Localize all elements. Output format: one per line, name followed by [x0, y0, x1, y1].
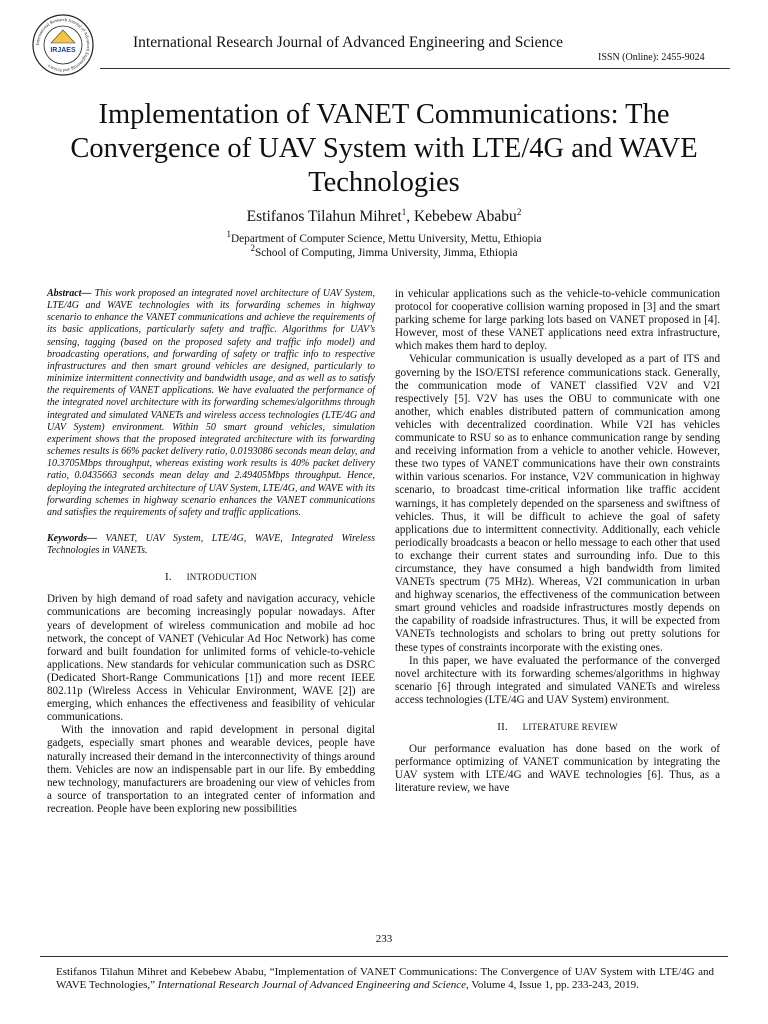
citation-main: Estifanos Tilahun Mihret and Kebebew Ababu, “Implementation of VANET Communications: The Convergence of UAV System with LTE/4G and WAVE Technologies,” — [56, 966, 714, 991]
logo-emblem-icon — [51, 30, 75, 43]
right-paragraph-1: in vehicular applications such as the vehicle-to-vehicle communication protocol for cooperative collision warning proposed in [3] and the smart parking scheme for large parking lots based on VANET proposed in [4]. However, most of these VANET applications need extra infrastructure, which makes them hard to deploy. — [395, 288, 720, 353]
author-2: Kebebew Ababu — [413, 208, 517, 225]
footer-divider — [40, 956, 728, 957]
section-heading-introduction — [47, 571, 375, 584]
literature-paragraph-1: Our performance evaluation has done based on the work of performance optimizing of VANET communication by integrating the UAV system with LTE/4G and WAVE technologies [6]. Thus, as a literature review, we have — [395, 743, 720, 795]
lit-number: II. — [497, 721, 508, 733]
intro-title: INTRODUCTION — [186, 572, 257, 583]
abstract-label: Abstract— — [47, 288, 92, 299]
author-separator: , — [406, 208, 414, 225]
logo-text: IRJAES — [50, 47, 76, 54]
section-heading-literature-review — [395, 721, 720, 734]
logo-outer-ring — [33, 15, 93, 75]
paper-title: Implementation of VANET Communications: The Convergence of UAV System with LTE/4G and WAVE Technologies — [70, 99, 698, 198]
header-divider — [100, 68, 730, 69]
page-number: 233 — [375, 933, 393, 945]
affiliation-1-text: Department of Computer Science, Mettu University, Mettu, Ethiopia — [231, 233, 542, 245]
author-1-sup: 1 — [401, 206, 407, 217]
affiliation-1 — [40, 229, 728, 245]
affiliation-1-sup: 1 — [226, 229, 231, 240]
right-paragraph-3: In this paper, we have evaluated the performance of the converged novel architecture with its forwarding schemes/algorithms in highway scenario [6] through integrated and simulated VANETs and wireless access technologies (LTE/4G and UAV System) environment. — [395, 654, 720, 706]
lit-title: LITERATURE REVIEW — [522, 722, 618, 732]
left-column — [47, 288, 375, 816]
keywords — [47, 533, 375, 557]
intro-number: I. — [165, 571, 172, 584]
affiliation-2-text: School of Computing, Jimma University, Jimma, Ethiopia — [254, 247, 518, 259]
logo-ring-text: International Research Journal of Advanced Engineering and Science — [34, 16, 92, 74]
affiliation-2 — [40, 243, 728, 259]
author-1: Estifanos Tilahun Mihret — [246, 208, 402, 225]
citation-journal: International Research Journal of Advanced Engineering and Science — [157, 979, 467, 991]
right-column — [395, 288, 720, 795]
affiliation-2-sup: 2 — [250, 243, 255, 254]
intro-paragraph-1: Driven by high demand of road safety and navigation accuracy, vehicle communications are becoming increasingly popular nowadays. After years of development of wireless communication and mobile ad hoc network, the concept of VANET (Vehicular Ad Hoc Network) has come forward and built foundation for unlimited forms of vehicle-to-vehicle applications. New standards for vehicular communication such as DSRC (Dedicated Short-Range Communications [1]) and more recent IEEE 802.11p (Wireless Access in Vehicular Environment, WAVE [2]) are emerging, which enhances the effectiveness and feasibility of vehicular communications. — [47, 593, 375, 724]
keywords-label: Keywords— — [47, 532, 97, 544]
abstract-text: This work proposed an integrated novel architecture of UAV System, LTE/4G and WAVE technologies with its forwarding schemes in highway scenario to enhance the VANET communications and achieve the requirements of its basic applications, particularly safety and traffic. Algorithms for UAV’s sensing, tagging (based on the proposed safety and traffic info model) and broadcasting operations, and forwarding of safety or traffic info to respective infrastructures and then smart ground vehicles are designed, particularly to minimize intermittent connectivity and bandwidth usage, and as well as to satisfy the requirements of VANET applications. We have evaluated the performance of the integrated novel architecture with its forwarding schemes/algorithms through integrated and simulated VANETs and wireless access technologies (LTE/4G and UAV System) environment. Within 50 smart ground vehicles, simulation experiment shows that the proposed integrated architecture with its forwarding schemes results is 66% packet delivery ratio, 0.0193086 seconds mean delay, and 10.3705Mbps throughput, whereas existing work results is 40% packet delivery ratio, 0.0435663 seconds mean delay and 2.49405Mbps throughput. Hence, deploying the integrated architecture of UAV System, LTE/4G, and WAVE with its forwarding schemes in highway scenario enhances the VANET communications and satisfies the requirements of safety and traffic applications. — [47, 288, 375, 518]
citation-tail: , Volume 4, Issue 1, pp. 233-243, 2019. — [466, 979, 639, 991]
keywords-text: VANET, UAV System, LTE/4G, WAVE, Integrated Wireless Technologies in VANETs. — [47, 532, 375, 557]
right-paragraph-2: Vehicular communication is usually developed as a part of ITS and governing by the ISO/ETSI reference communications stack. Generally, the communication mode of VANET classified V2V and V2I respectively [5]. V2V has uses the OBU to communicate with one another, which enables distributed pattern of communication among vehicles with decentralized coordination. While V2I has vehicles communicate to RSU so as to enhance communication range by sending and receiving information from a vehicle to another vehicle. However, these two types of VANET communications have their own constraints within various scenarios. For instance, V2V communication in highway scenario, to broadcast time-critical information like traffic accident warnings, it has completely depended on the sparseness and swiftness of vehicles. Thus, it will be difficult to achieve the goal of safety applications due to intermittent connectivity. Additionally, each vehicle periodically broadcasts a beacon or hello message to each other that used to exchange their current states and surrounding info. Due to this circumstance, they have consumed a high bandwidth from limited VANETs spectrum (75 MHz). Whereas, V2I communication in urban and highway scenarios, the effectiveness of the communication between smart ground vehicles and roadside infrastructures mostly depends on the capability of roadside infrastructures. Thus, it will be expected from VANETs technologists and scholars to bring out pretty solutions for these types of constraints incorporate with the existing ones. — [395, 353, 720, 654]
intro-paragraph-2: With the innovation and rapid development in personal digital gadgets, especially smart phones and wearable devices, people have naturally increased their demand in the interconnectivity of things around them. Vehicles are now an indispensable part in our life. By embedding new technology, manufacturers are broadening our view of vehicles from a source of transportation to an integrated center of information and recreation. People have been exploring new possibilities — [47, 724, 375, 815]
abstract — [47, 288, 375, 519]
author-line — [40, 208, 728, 226]
journal-logo — [32, 14, 94, 76]
citation — [56, 966, 714, 992]
issn: ISSN (Online): 2455-9024 — [598, 52, 705, 63]
journal-name: International Research Journal of Advanced Engineering and Science — [133, 34, 563, 51]
author-2-sup: 2 — [516, 206, 522, 217]
